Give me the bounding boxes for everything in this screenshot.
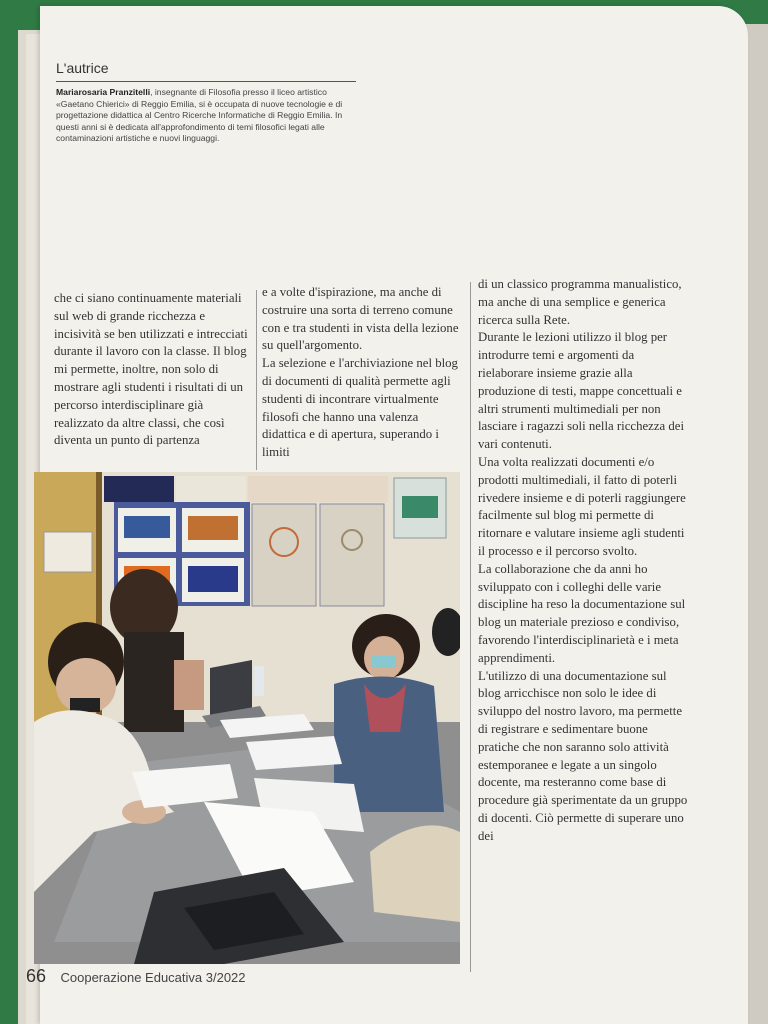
paragraph: e a volte d'ispirazione, ma anche di costruire una sorta di terreno comune con e tra studenti in vista della lezione su quell'argomento. bbox=[262, 285, 459, 353]
column-divider bbox=[470, 282, 471, 972]
journal-title: Cooperazione Educativa 3/2022 bbox=[60, 970, 246, 985]
paragraph: di un classico programma manualistico, ma anche di una semplice e generica ricerca sulla Rete. bbox=[478, 277, 682, 327]
column-divider bbox=[256, 290, 257, 470]
paragraph: La collaborazione che da anni ho sviluppato con i colleghi delle varie discipline ha reso la documentazione sul blog un materiale prezioso e condiviso, favorendo l'interdisciplinarietà e i meta apprendimenti. bbox=[478, 561, 686, 665]
page-number: 66 bbox=[26, 966, 47, 986]
classroom-photo bbox=[34, 472, 460, 964]
text-column-3 bbox=[478, 276, 690, 846]
author-bio bbox=[56, 87, 356, 145]
paragraph: Una volta realizzati documenti e/o prodotti multimediali, il fatto di poterli rivedere insieme e di poterli raggiungere facilmente sul blog mi permette di ritornare e valutare insieme agli studenti il processo e il percorso svolto. bbox=[478, 454, 686, 558]
paragraph: che ci siano continuamente materiali sul web di grande ricchezza e incisività se ben utilizzati e intrecciati durante il lavoro con la classe. Il blog mi permette, inoltre, non solo di mostrare agli studenti i risultati di un percorso interdisciplinare già realizzato da altre classi, che così diventa un punto di partenza bbox=[54, 291, 248, 448]
author-bio-text: , insegnante di Filosofia presso il liceo artistico «Gaetano Chierici» di Reggio Emilia, si è occupata di nuove tecnologie e di progettazione didattica al Centro Ricerche Informatiche di Reggio Emilia. In questi anni si è dedicata all'approfondimento di temi filosofici legati alle contaminazioni artistiche e nuovi linguaggi. bbox=[56, 87, 343, 143]
page-footer bbox=[26, 966, 246, 987]
author-heading: L'autrice bbox=[56, 60, 356, 82]
text-column-2 bbox=[262, 284, 462, 462]
paragraph: Durante le lezioni utilizzo il blog per introdurre temi e argomenti da rielaborare insieme grazie alla produzione di testi, mappe concettuali e altri strumenti multimediali per non lasciare i ragazzi soli nella ricchezza dei vari contenuti. bbox=[478, 330, 685, 452]
paragraph: L'utilizzo di una documentazione sul blog arricchisce non solo le idee di sviluppo del nostro lavoro, ma permette di registrare e sedimentare buone pratiche che non saranno solo attività estemporanee e legate a un singolo docente, ma resteranno come base di procedure già sperimentate da un gruppo di docenti. Ciò permette di superare uno dei bbox=[478, 668, 688, 843]
author-box bbox=[56, 60, 356, 145]
author-name: Mariarosaria Pranzitelli bbox=[56, 87, 151, 97]
text-column-1 bbox=[54, 290, 254, 450]
paragraph: La selezione e l'archiviazione nel blog di documenti di qualità permette agli studenti di incontrare virtualmente filosofi che hanno una valenza didattica e di apertura, superando i limiti bbox=[262, 356, 458, 460]
